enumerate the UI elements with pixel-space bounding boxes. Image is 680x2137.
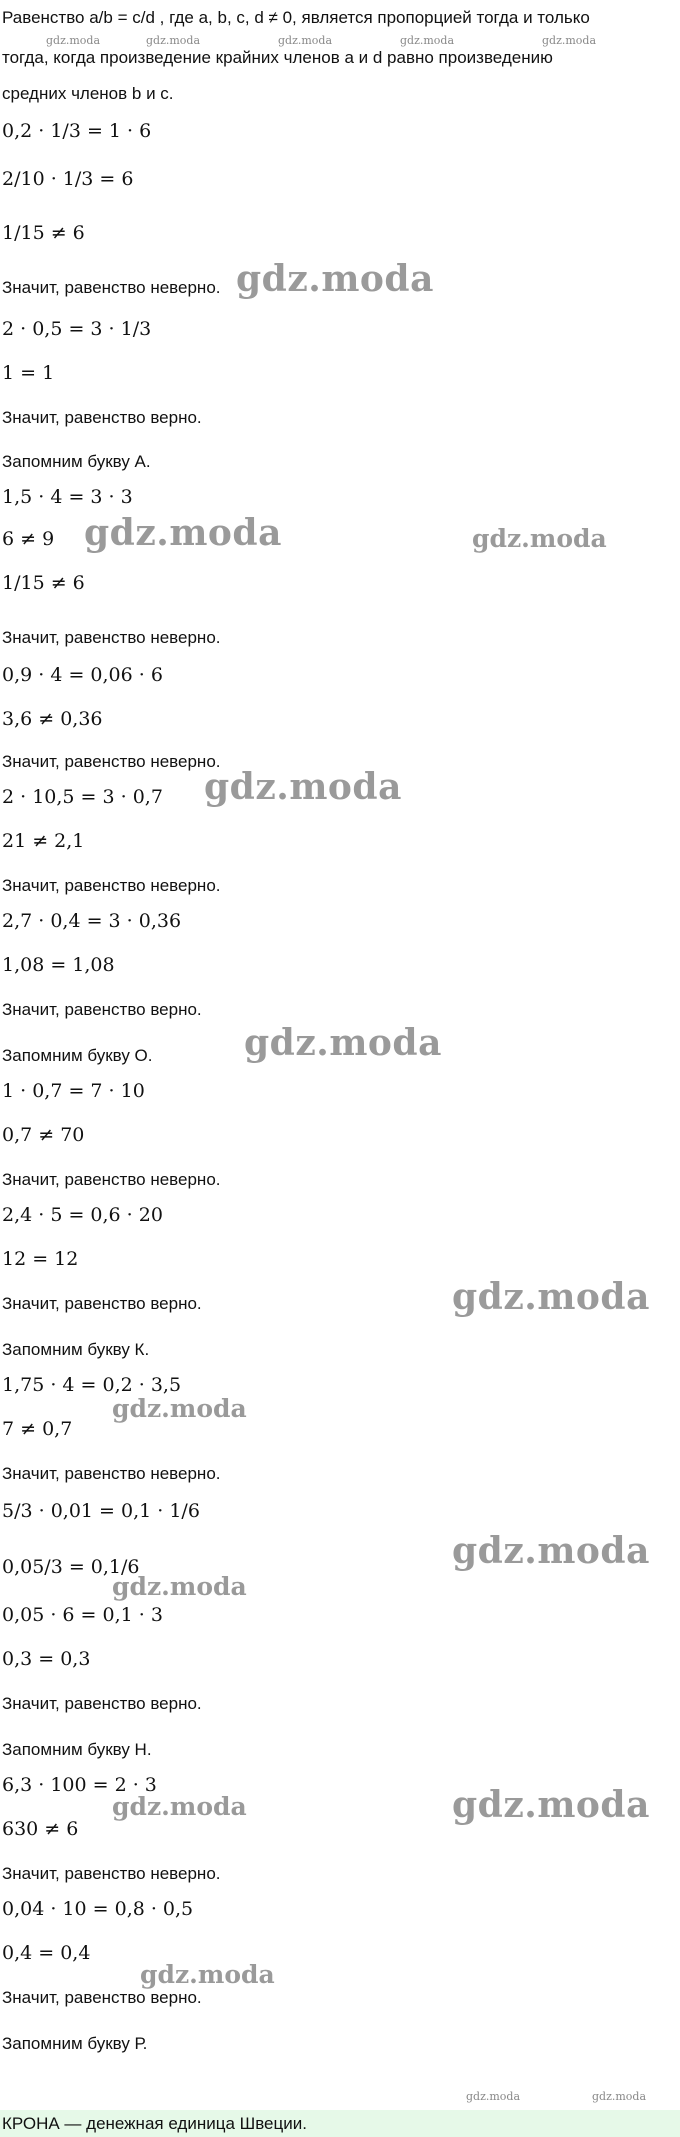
letter-note: Запомним букву Н. [2, 1740, 152, 1759]
math-line: 1 = 1 [2, 362, 55, 384]
watermark: gdz.moda [542, 34, 597, 47]
watermark: gdz.moda [466, 2090, 521, 2103]
math-line: 2,7 · 0,4 = 3 · 0,36 [2, 910, 182, 932]
watermark: gdz.moda [452, 1784, 650, 1826]
math-line: 0,04 · 10 = 0,8 · 0,5 [2, 1898, 194, 1920]
watermark: gdz.moda [112, 1394, 247, 1423]
answer-text: КРОНА — денежная единица Швеции. [2, 2114, 307, 2133]
conclusion-text: Значит, равенство неверно. [2, 628, 221, 647]
letter-note: Запомним букву К. [2, 1340, 150, 1359]
math-line: 0,3 = 0,3 [2, 1648, 91, 1670]
conclusion-text: Значит, равенство неверно. [2, 1864, 221, 1883]
conclusion-text: Значит, равенство неверно. [2, 1464, 221, 1483]
math-line: 2 · 10,5 = 3 · 0,7 [2, 786, 163, 808]
letter-note: Запомним букву А. [2, 452, 151, 471]
math-line: 12 = 12 [2, 1248, 79, 1270]
math-line: 5/3 · 0,01 = 0,1 · 1/6 [2, 1500, 200, 1522]
watermark: gdz.moda [204, 766, 402, 808]
math-line: 0,05 · 6 = 0,1 · 3 [2, 1604, 163, 1626]
math-line: 2/10 · 1/3 = 6 [2, 168, 134, 190]
math-line: 2,4 · 5 = 0,6 · 20 [2, 1204, 163, 1226]
intro-line-1: Равенство a/b = c/d , где a, b, c, d ≠ 0, является пропорцией тогда и только [2, 8, 590, 27]
math-line: 6 ≠ 9 [2, 528, 55, 550]
conclusion-text: Значит, равенство верно. [2, 1294, 202, 1313]
conclusion-text: Значит, равенство верно. [2, 1694, 202, 1713]
math-line: 630 ≠ 6 [2, 1818, 79, 1840]
watermark: gdz.moda [112, 1572, 247, 1601]
watermark: gdz.moda [244, 1022, 442, 1064]
math-line: 0,4 = 0,4 [2, 1942, 91, 1964]
watermark: gdz.moda [592, 2090, 647, 2103]
watermark: gdz.moda [472, 524, 607, 553]
conclusion-text: Значит, равенство верно. [2, 1988, 202, 2007]
conclusion-text: Значит, равенство верно. [2, 408, 202, 427]
watermark: gdz.moda [452, 1530, 650, 1572]
watermark: gdz.moda [278, 34, 333, 47]
watermark: gdz.moda [236, 258, 434, 300]
watermark: gdz.moda [46, 34, 101, 47]
watermark: gdz.moda [400, 34, 455, 47]
watermark: gdz.moda [140, 1960, 275, 1989]
letter-note: Запомним букву О. [2, 1046, 153, 1065]
watermark: gdz.moda [452, 1276, 650, 1318]
answer-banner [0, 2110, 680, 2137]
math-line: 2 · 0,5 = 3 · 1/3 [2, 318, 152, 340]
watermark: gdz.moda [146, 34, 201, 47]
watermark: gdz.moda [112, 1792, 247, 1821]
math-line: 1/15 ≠ 6 [2, 222, 85, 244]
math-line: 0,9 · 4 = 0,06 · 6 [2, 664, 163, 686]
math-line: 1,08 = 1,08 [2, 954, 115, 976]
letter-note: Запомним букву Р. [2, 2034, 148, 2053]
watermark: gdz.moda [84, 512, 282, 554]
math-line: 1 · 0,7 = 7 · 10 [2, 1080, 145, 1102]
intro-line-2: тогда, когда произведение крайних членов a и d равно произведению [2, 48, 553, 67]
intro-line-3: средних членов b и c. [2, 84, 174, 103]
conclusion-text: Значит, равенство верно. [2, 1000, 202, 1019]
conclusion-text: Значит, равенство неверно. [2, 876, 221, 895]
math-line: 0,2 · 1/3 = 1 · 6 [2, 120, 152, 142]
math-line: 1,5 · 4 = 3 · 3 [2, 486, 133, 508]
math-line: 6,3 · 100 = 2 · 3 [2, 1774, 157, 1796]
math-line: 3,6 ≠ 0,36 [2, 708, 103, 730]
conclusion-text: Значит, равенство неверно. [2, 1170, 221, 1189]
conclusion-text: Значит, равенство неверно. [2, 752, 221, 771]
math-line: 1,75 · 4 = 0,2 · 3,5 [2, 1374, 182, 1396]
math-line: 7 ≠ 0,7 [2, 1418, 73, 1440]
math-line: 0,05/3 = 0,1/6 [2, 1556, 140, 1578]
conclusion-text: Значит, равенство неверно. [2, 278, 221, 297]
math-line: 0,7 ≠ 70 [2, 1124, 85, 1146]
math-line: 21 ≠ 2,1 [2, 830, 85, 852]
math-line: 1/15 ≠ 6 [2, 572, 85, 594]
